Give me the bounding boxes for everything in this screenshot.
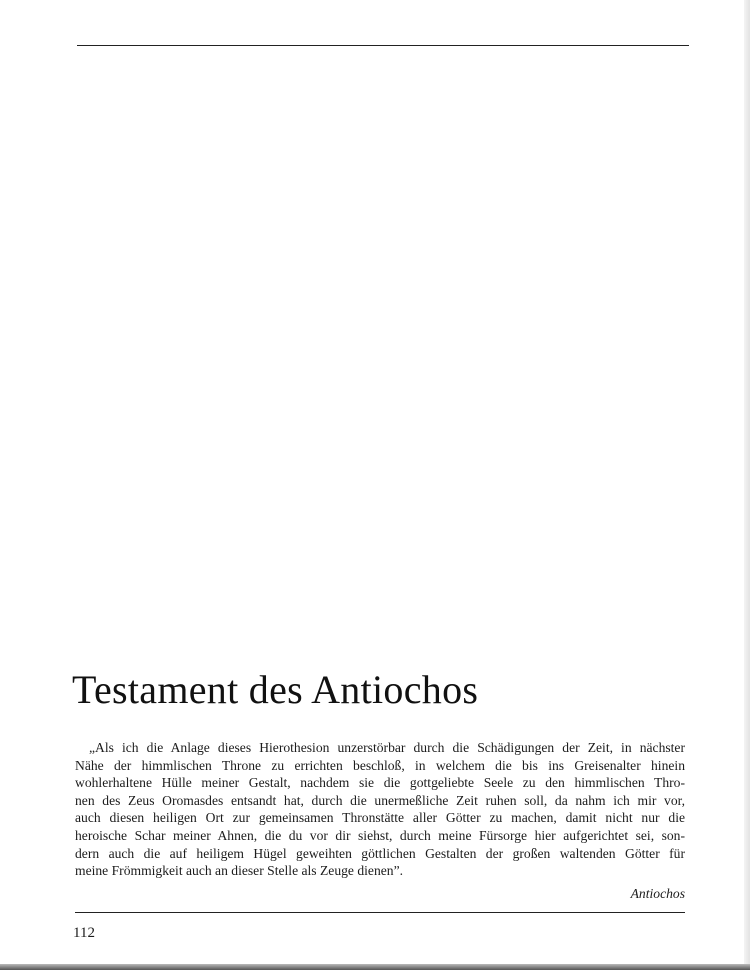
quote-line: dern auch die auf heiligem Hügel geweihten göttlichen Gestalten der großen waltenden Götter für <box>75 845 685 861</box>
page-number: 112 <box>73 925 95 941</box>
quote-line: wohlerhaltene Hülle meiner Gestalt, nachdem sie die gottgeliebte Seele zu den himmlischen Thro- <box>75 775 685 791</box>
page-edge-shadow <box>744 0 750 970</box>
quote-line: nen des Zeus Oromasdes entsandt hat, durch die unermeßliche Zeit ruhen soll, da nahm ich mir vor, <box>75 792 685 808</box>
quote-line: Nähe der himmlischen Throne zu errichten beschloß, in welchem die bis ins Greisenalter hinein <box>75 757 685 773</box>
quote-line: heroische Schar meiner Ahnen, die du vor dir siehst, durch meine Fürsorge hier aufgerichtet sei, son- <box>75 827 685 843</box>
quote-line: meine Frömmigkeit auch an dieser Stelle als Zeuge dienen”. <box>75 863 404 879</box>
scan-bottom-edge <box>0 964 750 970</box>
bottom-rule <box>75 912 685 913</box>
top-rule <box>77 45 689 46</box>
quote-line: „Als ich die Anlage dieses Hierothesion unzerstörbar durch die Schädigungen der Zeit, in nächster <box>89 740 685 755</box>
signature: Antiochos <box>630 886 685 901</box>
quote-paragraph <box>75 739 685 880</box>
quote-line: auch diesen heiligen Ort zur gemeinsamen Thronstätte aller Götter zu machen, damit nicht nur die <box>75 810 685 826</box>
page-title: Testament des Antiochos <box>72 667 479 712</box>
